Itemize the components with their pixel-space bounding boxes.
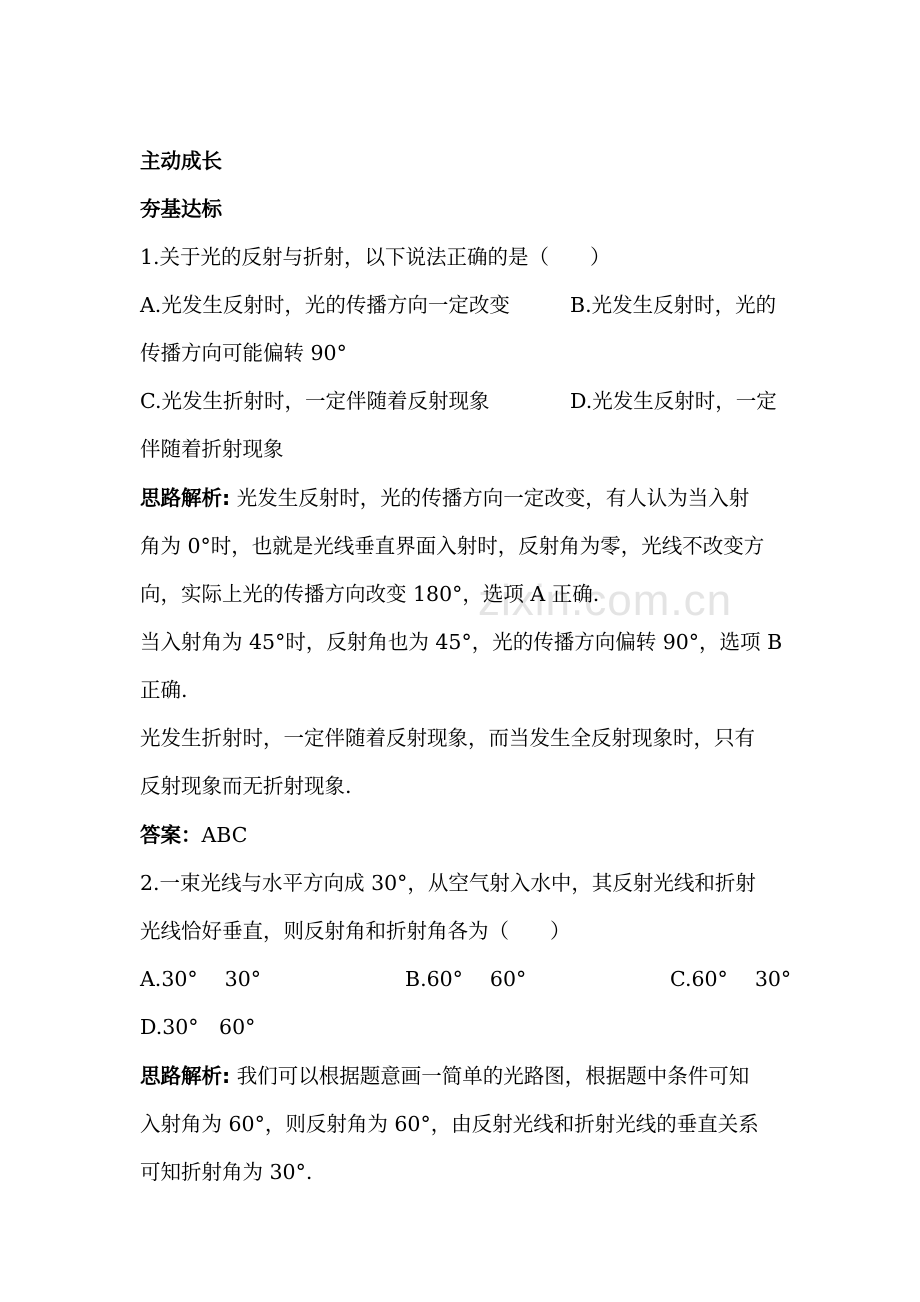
q1-option-b-cont: 传播方向可能偏转 90° <box>140 341 347 365</box>
q1-analysis-line: 光发生折射时，一定伴随着反射现象，而当发生全反射现象时，只有 <box>140 726 755 750</box>
q1-option-d: D.光发生反射时，一定 <box>570 389 777 413</box>
q1-analysis-line: 角为 0°时，也就是光线垂直界面入射时，反射角为零，光线不改变方 <box>140 534 765 558</box>
q1-analysis-line: 向，实际上光的传播方向改变 180°，选项 A 正确. <box>140 582 600 606</box>
analysis-label: 思路解析: <box>140 1064 231 1088</box>
section-heading: 主动成长 <box>140 149 222 173</box>
q1-option-d-cont: 伴随着折射现象 <box>140 437 284 461</box>
q1-stem: 1.关于光的反射与折射，以下说法正确的是（ ） <box>140 245 611 269</box>
q1-analysis-line: 正确. <box>140 678 188 702</box>
q1-analysis-line <box>140 484 749 512</box>
answer-value: ABC <box>201 823 248 847</box>
analysis-label: 思路解析: <box>140 486 231 510</box>
analysis-text: 光发生反射时，光的传播方向一定改变，有人认为当入射 <box>230 486 750 510</box>
analysis-text: 我们可以根据题意画一简单的光路图，根据题中条件可知 <box>230 1064 750 1088</box>
q2-option-d: D.30° 60° <box>140 1015 256 1039</box>
q1-analysis-line: 当入射角为 45°时，反射角也为 45°，光的传播方向偏转 90°，选项 B <box>140 630 783 654</box>
q2-analysis-line: 可知折射角为 30°. <box>140 1160 313 1184</box>
q2-option-c: C.60° 30° <box>670 967 792 991</box>
q1-answer <box>140 821 247 849</box>
q1-option-a: A.光发生反射时，光的传播方向一定改变 <box>140 293 510 317</box>
q2-stem: 2.一束光线与水平方向成 30°，从空气射入水中，其反射光线和折射 <box>140 871 756 895</box>
q2-analysis-line <box>140 1062 749 1090</box>
watermark: zixin.com.cn <box>478 576 733 625</box>
q1-option-c: C.光发生折射时，一定伴随着反射现象 <box>140 389 490 413</box>
q1-option-b: B.光发生反射时，光的 <box>570 293 777 317</box>
q2-analysis-line: 入射角为 60°，则反射角为 60°，由反射光线和折射光线的垂直关系 <box>140 1112 759 1136</box>
q1-analysis-line: 反射现象而无折射现象. <box>140 774 352 798</box>
answer-label: 答案： <box>140 823 202 847</box>
subsection-heading: 夯基达标 <box>140 197 222 221</box>
q2-option-a: A.30° 30° <box>140 967 262 991</box>
q2-option-b: B.60° 60° <box>405 967 527 991</box>
q2-stem-cont: 光线恰好垂直，则反射角和折射角各为（ ） <box>140 919 571 943</box>
